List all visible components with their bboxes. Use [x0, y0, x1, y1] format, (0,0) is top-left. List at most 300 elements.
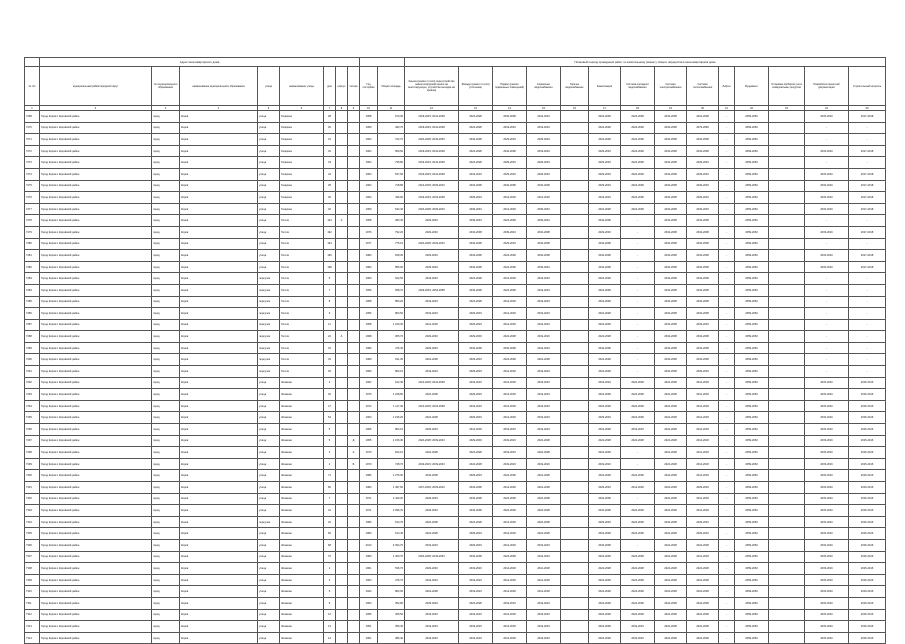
table-cell: 2024-2028 — [589, 319, 621, 331]
table-cell: 144 — [324, 215, 336, 227]
table-cell: 2024-2028 — [527, 493, 561, 505]
table-row — [25, 389, 886, 401]
table-row — [25, 180, 886, 192]
table-row — [25, 296, 886, 308]
table-cell — [769, 203, 805, 215]
table-cell: 2024-2028 — [655, 458, 687, 470]
table-cell: - — [805, 273, 849, 285]
table-cell: переулок — [258, 342, 280, 354]
table-cell: 46 — [324, 389, 336, 401]
table-cell — [336, 563, 348, 575]
table-cell: 7308 — [25, 563, 40, 575]
table-cell: - — [849, 238, 886, 250]
table-cell: Киров — [180, 134, 258, 146]
table-cell: переулок — [258, 308, 280, 320]
table-cell: 2019-2023; 2034-2038 — [405, 192, 459, 204]
table-cell: - — [805, 296, 849, 308]
table-cell: 2019-2023 — [405, 632, 459, 644]
table-cell — [348, 412, 360, 424]
table-cell: Киров — [180, 563, 258, 575]
table-cell — [348, 296, 360, 308]
table-cell: 7299 — [25, 458, 40, 470]
table-cell: Город Киров и Кировский район — [40, 516, 152, 528]
table-cell: 2019-2023 — [589, 458, 621, 470]
table-cell: Д — [348, 435, 360, 447]
table-cell: город — [152, 563, 180, 575]
table-cell: 1972 — [360, 400, 378, 412]
table-cell: 2059-2063 — [735, 435, 769, 447]
table-cell: 2034-2038 — [655, 331, 687, 343]
table-cell: Киров — [180, 111, 258, 123]
table-cell: - — [719, 111, 735, 123]
table-cell: Гоголя — [280, 296, 324, 308]
table-cell: 2 096,70 — [378, 505, 405, 517]
table-cell: 8 — [324, 296, 336, 308]
table-cell: - — [805, 284, 849, 296]
table-cell: переулок — [258, 354, 280, 366]
table-cell: 2014-2018; 2039-2043 — [405, 180, 459, 192]
table-cell: Киров — [180, 412, 258, 424]
table-cell: 2024-2028 — [493, 284, 527, 296]
column-header: Год постройки — [360, 67, 378, 106]
table-cell: 1 240,30 — [378, 319, 405, 331]
table-cell: 612,40 — [378, 377, 405, 389]
table-cell: - — [719, 273, 735, 285]
table-cell: 2034-2038 — [459, 226, 493, 238]
table-cell: 2024-2028 — [655, 621, 687, 633]
table-cell: 198 — [324, 261, 336, 273]
table-cell: 2015-2016 — [805, 412, 849, 424]
table-cell: 1976 — [360, 389, 378, 401]
table-cell: - — [719, 308, 735, 320]
table-cell: 2014-2018; 2034-2038 — [405, 400, 459, 412]
table-cell — [561, 377, 589, 389]
table-cell: 76 — [324, 551, 336, 563]
table-cell: Город Киров и Кировский район — [40, 145, 152, 157]
table-cell: Киров — [180, 366, 258, 378]
table-cell: 1924 — [360, 586, 378, 598]
table-cell: Жинкина — [280, 539, 324, 551]
table-cell: улица — [258, 157, 280, 169]
table-cell: Киров — [180, 145, 258, 157]
table-cell: 1951 — [360, 621, 378, 633]
table-cell: 2034-2038 — [459, 551, 493, 563]
table-cell: 7310 — [25, 586, 40, 598]
table-cell: Киров — [180, 250, 258, 262]
table-cell: улица — [258, 621, 280, 633]
table-cell: 7268 — [25, 111, 40, 123]
table-cell: 2059-2063 — [735, 319, 769, 331]
table-cell: 2019-2023 — [527, 366, 561, 378]
table-cell: 2024-2028 — [621, 389, 655, 401]
table-cell: 2039-2043 — [527, 215, 561, 227]
table-cell: 2034-2038 — [493, 180, 527, 192]
table-cell — [561, 226, 589, 238]
table-cell: Киров — [180, 621, 258, 633]
table-cell: - — [719, 250, 735, 262]
table-cell: Город Киров и Кировский район — [40, 157, 152, 169]
table-cell: Киров — [180, 284, 258, 296]
table-cell: 2024-2028 — [655, 574, 687, 586]
table-cell: 194 — [324, 238, 336, 250]
table-cell — [769, 366, 805, 378]
table-cell: 36 — [324, 192, 336, 204]
table-cell: - — [849, 331, 886, 343]
table-cell: - — [621, 308, 655, 320]
table-cell: 2059-2063 — [735, 412, 769, 424]
table-cell — [336, 296, 348, 308]
table-cell: 33 — [324, 157, 336, 169]
table-cell — [336, 261, 348, 273]
table-cell: 547,90 — [378, 168, 405, 180]
table-cell: 2024-2028 — [493, 551, 527, 563]
column-number: 10 — [360, 106, 378, 111]
table-cell: Киров — [180, 632, 258, 644]
table-cell: 2014-2018 — [493, 574, 527, 586]
table-cell: улица — [258, 586, 280, 598]
table-cell: город — [152, 215, 180, 227]
table-cell: 2034-2038 — [655, 342, 687, 354]
table-cell: 1 276,30 — [378, 470, 405, 482]
table-cell: 2024-2028 — [459, 157, 493, 169]
table-cell: город — [152, 586, 180, 598]
table-cell: 1958 — [360, 296, 378, 308]
table-cell — [348, 145, 360, 157]
table-cell: 2034-2038 — [687, 331, 719, 343]
table-cell: город — [152, 516, 180, 528]
table-cell: 2019-2023 — [405, 308, 459, 320]
table-cell: город — [152, 168, 180, 180]
table-cell: 2029-2033 — [527, 168, 561, 180]
table-cell: 2015-2016 — [849, 609, 886, 621]
table-cell: 2059-2063 — [735, 505, 769, 517]
table-cell: город — [152, 342, 180, 354]
table-cell: Город Киров и Кировский район — [40, 563, 152, 575]
table-cell: 365,50 — [378, 609, 405, 621]
table-cell: 2014-2018 — [493, 621, 527, 633]
table-cell: город — [152, 539, 180, 551]
table-cell: Жинкина — [280, 632, 324, 644]
table-cell: город — [152, 493, 180, 505]
table-cell: Город Киров и Кировский район — [40, 574, 152, 586]
table-cell — [769, 192, 805, 204]
table-cell — [769, 412, 805, 424]
table-cell: 2034-2038 — [655, 157, 687, 169]
table-cell: 2024-2028 — [589, 203, 621, 215]
column-header: муниципальный район/городской округ — [40, 67, 152, 106]
table-cell: 5 — [324, 273, 336, 285]
table-cell: 2024-2028 — [621, 574, 655, 586]
table-cell: переулок — [258, 516, 280, 528]
table-cell: 2029-2033 — [405, 250, 459, 262]
table-cell: город — [152, 226, 180, 238]
table-cell: 2034-2038 — [687, 308, 719, 320]
table-cell: Город Киров и Кировский район — [40, 122, 152, 134]
table-cell — [561, 400, 589, 412]
table-cell: - — [719, 539, 735, 551]
table-cell — [348, 528, 360, 540]
table-cell: 7304 — [25, 516, 40, 528]
table-cell: 2019-2023 — [527, 597, 561, 609]
table-cell: город — [152, 319, 180, 331]
table-cell: - — [719, 215, 735, 227]
table-row — [25, 574, 886, 586]
table-cell: 2014-2018 — [493, 528, 527, 540]
table-cell: 1964 — [360, 168, 378, 180]
table-cell: 2034-2038 — [655, 261, 687, 273]
table-cell: 2024-2028 — [493, 354, 527, 366]
table-cell: 2015-2016 — [849, 505, 886, 517]
table-cell: 7283 — [25, 273, 40, 285]
table-cell: 2014-2018 — [687, 551, 719, 563]
table-cell: 2059-2063 — [735, 308, 769, 320]
table-cell: улица — [258, 493, 280, 505]
table-cell: 2029-2033 — [687, 516, 719, 528]
table-cell: 862,00 — [378, 586, 405, 598]
table-cell: город — [152, 111, 180, 123]
table-cell: 436,90 — [378, 192, 405, 204]
table-cell: 2024-2028 — [687, 632, 719, 644]
table-cell: город — [152, 377, 180, 389]
table-cell — [769, 528, 805, 540]
table-cell: 2014-2018 — [687, 424, 719, 436]
table-cell: 1 117,30 — [378, 400, 405, 412]
column-header: Сервисные водоснабжения — [527, 67, 561, 106]
table-cell: Город Киров и Кировский район — [40, 447, 152, 459]
table-cell: Город Киров и Кировский район — [40, 226, 152, 238]
table-cell: - — [719, 168, 735, 180]
table-row — [25, 192, 886, 204]
table-cell: 2034-2038 — [655, 319, 687, 331]
table-cell: Город Киров и Кировский район — [40, 435, 152, 447]
table-cell — [336, 493, 348, 505]
table-cell: 2034-2038 — [655, 215, 687, 227]
table-cell: город — [152, 447, 180, 459]
table-cell: Киров — [180, 273, 258, 285]
table-cell: 1989 — [360, 354, 378, 366]
table-cell: 1958 — [360, 111, 378, 123]
table-cell: 2034-2038 — [655, 354, 687, 366]
column-number: 3 — [152, 106, 180, 111]
table-cell: 2034-2038 — [687, 238, 719, 250]
table-cell: 2017-2018 — [849, 168, 886, 180]
table-cell: 7277 — [25, 203, 40, 215]
table-cell: 2015-2016 — [805, 180, 849, 192]
table-cell: 2017-2018 — [849, 226, 886, 238]
column-number: 4 — [180, 106, 258, 111]
table-cell: 2024-2028; 2049-2053 — [405, 551, 459, 563]
table-cell: Киров — [180, 180, 258, 192]
table-cell: Киров — [180, 122, 258, 134]
table-cell: Киров — [180, 586, 258, 598]
table-cell: 7297 — [25, 435, 40, 447]
table-cell: 2029-2033 — [405, 505, 459, 517]
table-cell — [336, 551, 348, 563]
table-cell: Киров — [180, 215, 258, 227]
table-cell — [336, 157, 348, 169]
table-cell: 356,40 — [378, 621, 405, 633]
table-cell — [769, 493, 805, 505]
table-cell: 2024-2028 — [459, 458, 493, 470]
table-row — [25, 250, 886, 262]
table-cell: - — [719, 377, 735, 389]
table-cell — [561, 366, 589, 378]
table-cell: 2024-2028 — [687, 563, 719, 575]
table-cell: 1973 — [360, 458, 378, 470]
table-cell: 2034-2038 — [687, 273, 719, 285]
table-cell: 2024-2028 — [589, 609, 621, 621]
table-cell: 7 — [324, 493, 336, 505]
table-cell: 68 — [324, 539, 336, 551]
table-cell — [348, 539, 360, 551]
table-cell: - — [719, 354, 735, 366]
table-cell: 2015-2016 — [805, 609, 849, 621]
table-cell: - — [719, 238, 735, 250]
table-cell: 1953 — [360, 574, 378, 586]
table-cell: 2029-2033 — [687, 157, 719, 169]
table-cell: 2059-2063 — [735, 377, 769, 389]
table-cell — [769, 400, 805, 412]
table-cell: 2015-2016 — [849, 470, 886, 482]
table-cell — [561, 203, 589, 215]
table-cell: 2024-2028 — [527, 470, 561, 482]
table-cell: 2029-2033 — [459, 366, 493, 378]
table-cell: 2024-2028 — [589, 435, 621, 447]
table-cell: 2024-2028 — [655, 435, 687, 447]
table-cell — [348, 366, 360, 378]
table-cell: 2019-2023 — [459, 400, 493, 412]
column-number: 6 — [280, 106, 324, 111]
table-cell: 2014-2018 — [687, 377, 719, 389]
table-cell: 2059-2063 — [735, 539, 769, 551]
table-cell — [769, 273, 805, 285]
table-cell: 2019-2023 — [527, 296, 561, 308]
table-cell: 2019-2023 — [405, 574, 459, 586]
table-cell: 2059-2063 — [735, 296, 769, 308]
table-cell: Город Киров и Кировский район — [40, 609, 152, 621]
table-cell: город — [152, 551, 180, 563]
table-row — [25, 157, 886, 169]
table-cell: 2034-2038 — [687, 226, 719, 238]
table-cell: улица — [258, 574, 280, 586]
table-cell: улица — [258, 458, 280, 470]
table-cell: 2024-2028 — [589, 389, 621, 401]
table-cell: 2019-2023 — [493, 447, 527, 459]
table-cell — [769, 435, 805, 447]
table-cell: 2029-2033 — [493, 134, 527, 146]
table-cell: 2019-2023 — [527, 609, 561, 621]
table-cell: 2024-2028 — [459, 273, 493, 285]
table-cell: - — [621, 354, 655, 366]
table-cell: 1 228,50 — [378, 389, 405, 401]
table-cell: - — [719, 319, 735, 331]
table-cell: 2017-2018 — [849, 250, 886, 262]
table-cell: Город Киров и Кировский район — [40, 597, 152, 609]
table-cell: 2019-2023 — [527, 539, 561, 551]
table-cell: 1963 — [360, 412, 378, 424]
table-cell: 2024-2028 — [655, 482, 687, 494]
table-cell: 2015-2016 — [849, 377, 886, 389]
table-cell — [348, 342, 360, 354]
column-header: Подвал (ремонт подвальных помещений) — [493, 67, 527, 106]
table-cell: 2014-2018; 2044-2048 — [405, 377, 459, 389]
table-cell: 2034-2038 — [655, 273, 687, 285]
table-cell: 2014-2018 — [493, 273, 527, 285]
table-cell: 2015-2016 — [849, 458, 886, 470]
table-cell: 2019-2023; 2044-2048 — [405, 111, 459, 123]
table-cell: 1964 — [360, 145, 378, 157]
table-cell: 80 — [324, 482, 336, 494]
table-cell: 2029-2033 — [459, 319, 493, 331]
table-cell: 386,40 — [378, 632, 405, 644]
table-cell: 2024-2028 — [687, 111, 719, 123]
table-cell: 7301 — [25, 482, 40, 494]
table-cell — [348, 157, 360, 169]
table-cell: 383,40 — [378, 215, 405, 227]
table-cell: 2029-2033 — [493, 157, 527, 169]
table-cell: 1964 — [360, 157, 378, 169]
table-cell: - — [805, 157, 849, 169]
table-cell — [769, 632, 805, 644]
table-cell: 2034-2038 — [687, 342, 719, 354]
table-cell: улица — [258, 377, 280, 389]
table-cell: 2029-2033 — [527, 134, 561, 146]
table-cell: 2019-2023 — [493, 424, 527, 436]
column-header: Установка приборов учета коммунальных ресурсов — [769, 67, 805, 106]
table-cell: 2024-2028 — [527, 505, 561, 517]
table-cell: 2024-2028 — [655, 447, 687, 459]
table-cell: Город Киров и Кировский район — [40, 539, 152, 551]
table-cell: 2029-2033 — [459, 528, 493, 540]
table-cell: 2059-2063 — [735, 168, 769, 180]
table-cell: 2024-2028 — [405, 528, 459, 540]
table-cell: Жинкина — [280, 400, 324, 412]
table-cell: 2014-2018 — [493, 482, 527, 494]
table-cell: 2019-2023 — [459, 377, 493, 389]
table-cell: 2015-2016 — [849, 516, 886, 528]
table-cell: 2 429,20 — [378, 493, 405, 505]
table-cell: 32 — [324, 145, 336, 157]
table-cell: 2024-2028 — [459, 145, 493, 157]
table-cell: - — [719, 296, 735, 308]
table-cell: 2024-2028 — [621, 168, 655, 180]
table-cell — [769, 424, 805, 436]
table-cell — [336, 308, 348, 320]
table-cell: - — [719, 203, 735, 215]
table-cell — [336, 528, 348, 540]
table-cell: 2019-2023; 2044-2048 — [405, 168, 459, 180]
table-cell: 2019-2023 — [527, 389, 561, 401]
table-cell: 2019-2023 — [459, 563, 493, 575]
table-cell — [561, 621, 589, 633]
column-number: 2 — [40, 106, 152, 111]
table-cell: улица — [258, 122, 280, 134]
table-cell: 7289 — [25, 342, 40, 354]
table-cell: Гагарина — [280, 203, 324, 215]
table-row — [25, 528, 886, 540]
table-cell: 2029-2033 — [527, 157, 561, 169]
table-cell — [336, 435, 348, 447]
table-cell: 2034-2038 — [589, 493, 621, 505]
table-cell: город — [152, 400, 180, 412]
table-cell — [348, 482, 360, 494]
table-cell — [561, 192, 589, 204]
table-cell — [769, 516, 805, 528]
table-cell: Гагарина — [280, 192, 324, 204]
table-cell — [348, 134, 360, 146]
table-cell: город — [152, 574, 180, 586]
table-cell: 1 — [324, 563, 336, 575]
